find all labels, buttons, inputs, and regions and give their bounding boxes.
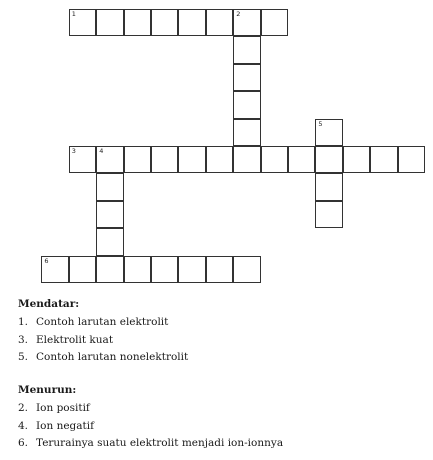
crossword-cell[interactable]	[233, 119, 260, 146]
clue-text: Elektrolit kuat	[36, 333, 114, 346]
crossword-cell[interactable]	[69, 146, 96, 173]
clue-down-6	[18, 435, 283, 453]
crossword-cell[interactable]	[69, 256, 96, 283]
crossword-cell[interactable]	[96, 228, 123, 255]
cell-number: 6	[44, 256, 49, 265]
clue-number: 3.	[18, 333, 29, 346]
clue-text: Contoh larutan nonelektrolit	[36, 351, 189, 364]
clue-across-5	[18, 349, 188, 367]
cell-number: 4	[99, 147, 104, 155]
crossword-cell[interactable]	[233, 64, 260, 91]
down-clues	[18, 382, 283, 453]
crossword-cell[interactable]	[151, 256, 178, 283]
crossword-cell[interactable]	[96, 256, 123, 283]
clue-text: Terurainya suatu elektrolit menjadi ion-ionnya	[36, 437, 284, 450]
crossword-cell[interactable]	[233, 146, 260, 173]
crossword-cell[interactable]	[261, 9, 288, 36]
crossword-cell[interactable]	[124, 9, 151, 36]
crossword-cell[interactable]	[41, 256, 68, 283]
clue-text: Contoh larutan elektrolit	[36, 315, 169, 328]
clue-text: Ion positif	[36, 401, 90, 414]
clue-across-3	[18, 332, 188, 350]
clue-number: 2.	[18, 401, 29, 414]
crossword-cell[interactable]	[288, 146, 315, 173]
crossword-cell[interactable]	[343, 146, 370, 173]
crossword-cell[interactable]	[96, 173, 123, 200]
crossword-cell[interactable]	[233, 9, 260, 36]
clue-down-2	[18, 400, 283, 418]
crossword-cell[interactable]	[206, 146, 233, 173]
cell-number: 5	[318, 119, 323, 128]
clue-number: 4.	[18, 419, 29, 432]
cell-number: 3	[71, 147, 76, 155]
clue-number: 5.	[18, 351, 29, 364]
cell-number: 2	[236, 10, 241, 18]
crossword-cell[interactable]	[233, 36, 260, 63]
crossword-cell[interactable]	[96, 9, 123, 36]
clue-across-1	[18, 314, 188, 332]
clue-number: 1.	[18, 315, 29, 328]
crossword-cell[interactable]	[178, 9, 205, 36]
crossword-cell[interactable]	[151, 9, 178, 36]
crossword-cell[interactable]	[315, 146, 342, 173]
clue-down-4	[18, 418, 283, 436]
crossword-cell[interactable]	[96, 146, 123, 173]
down-heading: Menurun:	[18, 384, 77, 396]
crossword-cell[interactable]	[233, 256, 260, 283]
crossword-cell[interactable]	[315, 201, 342, 228]
crossword-cell[interactable]	[398, 146, 425, 173]
down-clue-list	[18, 400, 283, 453]
crossword-cell[interactable]	[370, 146, 397, 173]
across-clue-list	[18, 314, 188, 367]
crossword-cell[interactable]	[261, 146, 288, 173]
crossword-cell[interactable]	[124, 146, 151, 173]
crossword-cell[interactable]	[178, 256, 205, 283]
crossword-cell[interactable]	[315, 119, 342, 146]
across-clues	[18, 296, 188, 367]
crossword-cell[interactable]	[96, 201, 123, 228]
clue-text: Ion negatif	[36, 419, 94, 432]
cell-number: 1	[71, 10, 76, 18]
crossword-cell[interactable]	[124, 256, 151, 283]
crossword-cell[interactable]	[206, 9, 233, 36]
crossword-cell[interactable]	[151, 146, 178, 173]
crossword-cell[interactable]	[206, 256, 233, 283]
crossword-cell[interactable]	[233, 91, 260, 118]
clue-number: 6.	[18, 437, 29, 450]
crossword-cell[interactable]	[178, 146, 205, 173]
crossword-cell[interactable]	[69, 9, 96, 36]
across-heading: Mendatar:	[18, 298, 80, 310]
crossword-cell[interactable]	[315, 173, 342, 200]
